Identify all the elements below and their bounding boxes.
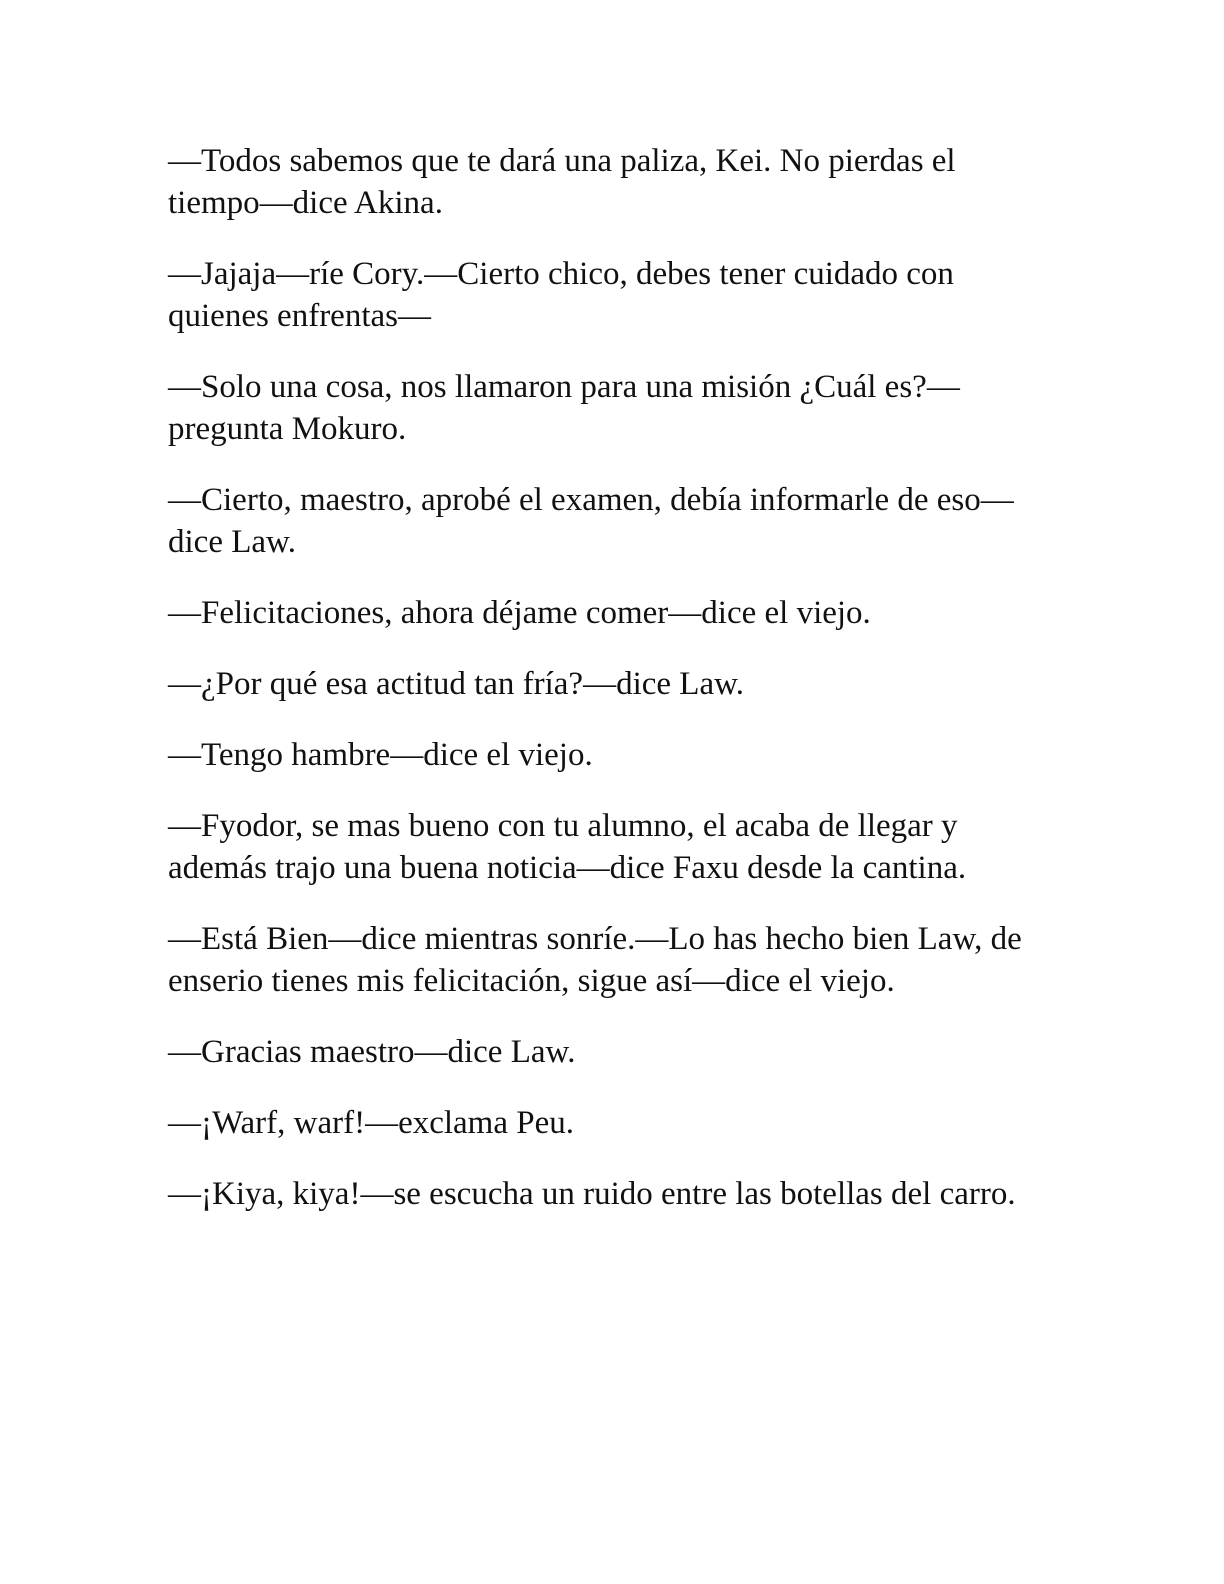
paragraph: —Todos sabemos que te dará una paliza, Kei. No pierdas el tiempo—dice Akina. [168,143,956,221]
paragraph: —Felicitaciones, ahora déjame comer—dice el viejo. [168,595,871,631]
paragraph: —Solo una cosa, nos llamaron para una misión ¿Cuál es?—pregunta Mokuro. [168,369,960,447]
paragraph: —Está Bien—dice mientras sonríe.—Lo has hecho bien Law, de enserio tienes mis felicitación, sigue así—dice el viejo. [168,921,1022,999]
paragraph: —Tengo hambre—dice el viejo. [168,737,593,773]
paragraph: —Cierto, maestro, aprobé el examen, debía informarle de eso—dice Law. [168,482,1014,560]
paragraph: —Jajaja—ríe Cory.—Cierto chico, debes tener cuidado con quienes enfrentas— [168,256,954,334]
text-column [168,140,1048,1244]
paragraph: —Gracias maestro—dice Law. [168,1034,576,1070]
paragraph: —¿Por qué esa actitud tan fría?—dice Law. [168,666,745,702]
paragraph: —¡Kiya, kiya!—se escucha un ruido entre las botellas del carro. [168,1176,1016,1212]
paragraph: —¡Warf, warf!—exclama Peu. [168,1105,574,1141]
paragraph: —Fyodor, se mas bueno con tu alumno, el acaba de llegar y además trajo una buena noticia—dice Faxu desde la cantina. [168,808,967,886]
